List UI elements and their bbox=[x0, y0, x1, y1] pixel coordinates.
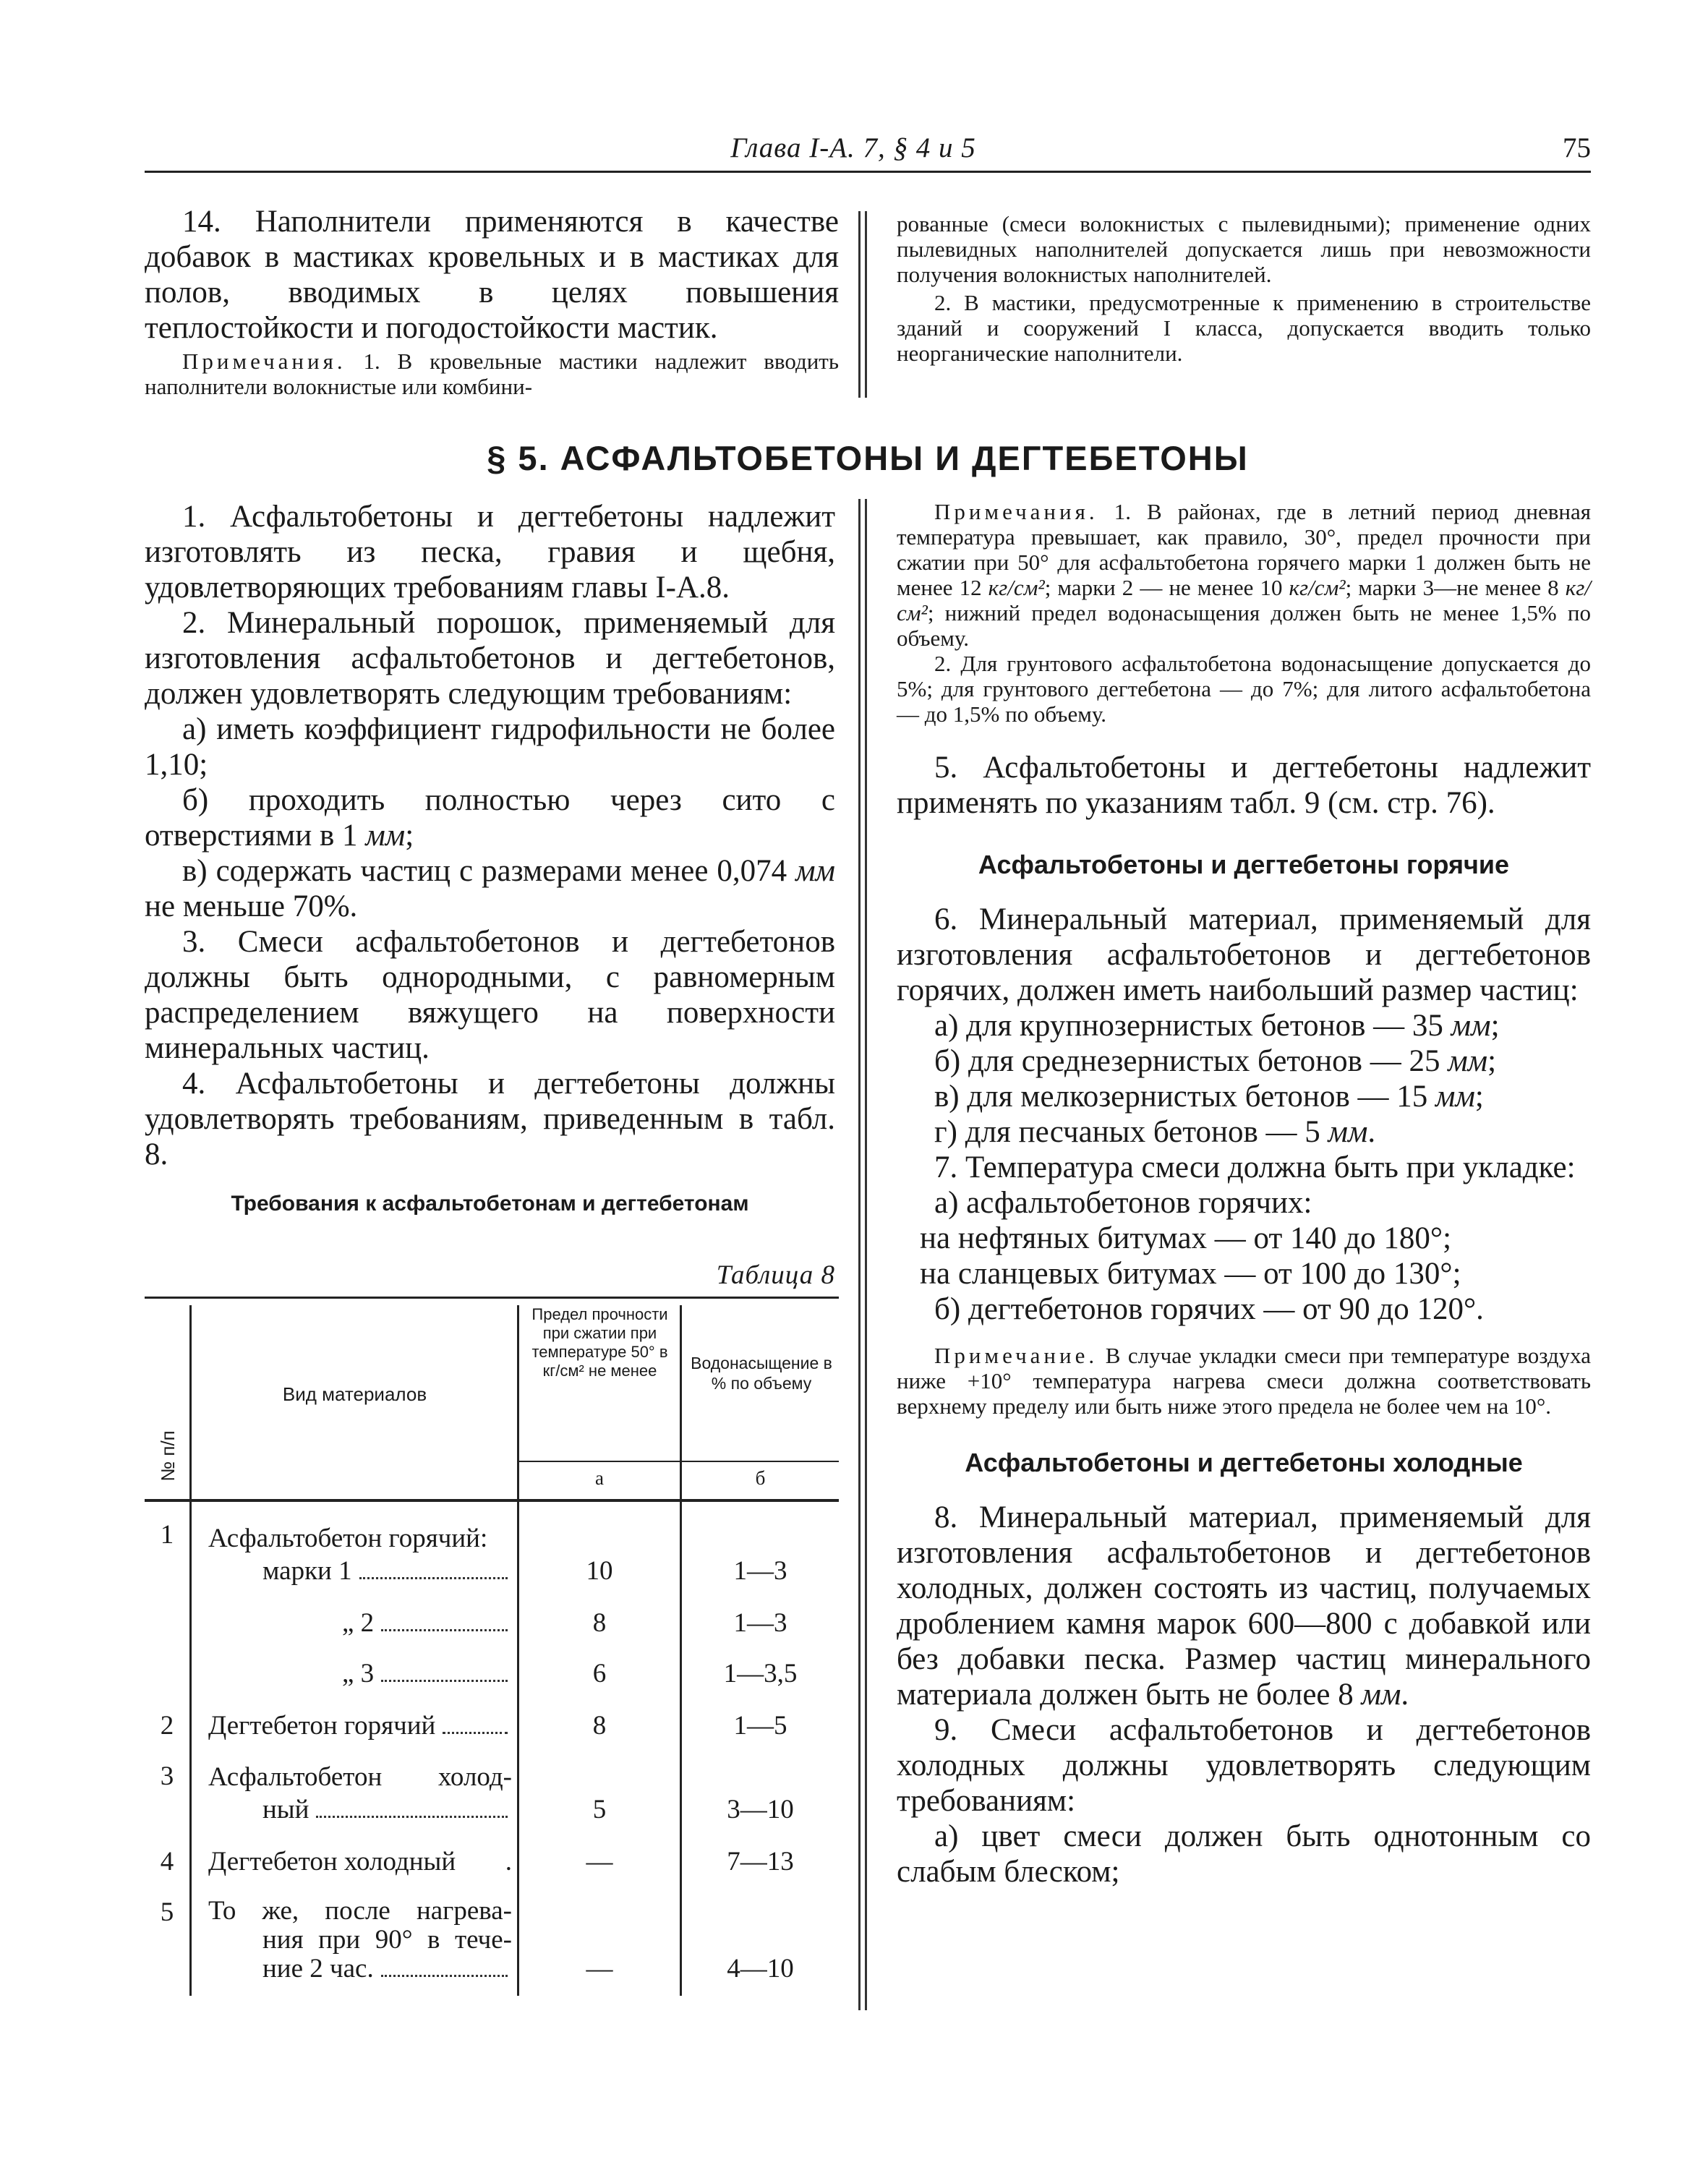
paragraph-6b: б) для среднезернистых бетонов — 25 мм; bbox=[934, 1044, 1497, 1078]
paragraph-6: 6. Минеральный материал, применяемый для изготовления асфальтобетонов и дегтебетонов горячих, должен иметь наибольший размер частиц: bbox=[897, 902, 1591, 1007]
row-strength: — bbox=[586, 1954, 613, 1983]
row-strength: — bbox=[586, 1847, 613, 1876]
paragraph-7a1: на нефтяных битумах — от 140 до 180°; bbox=[920, 1221, 1452, 1255]
paragraph-6c: в) для мелкозернистых бетонов — 15 мм; bbox=[934, 1080, 1484, 1114]
row-water: 1—3,5 bbox=[723, 1659, 798, 1688]
header-rule bbox=[145, 171, 1591, 173]
paragraph-8: 8. Минеральный материал, применяемый для изготовления асфальтобетонов и дегтебетонов холодных, должен состоять из частиц, получаемых дроблением камня марок 600—800 с добавкой или без добавки песка. Размер частиц минерального материала должен быть не более 8 мм. bbox=[897, 1500, 1591, 1712]
subheading-hot: Асфальтобетоны и дегтебетоны горячие bbox=[978, 850, 1510, 879]
subheading-cold: Асфальтобетоны и дегтебетоны холодные bbox=[965, 1448, 1523, 1477]
column-divider-main-2 bbox=[865, 499, 867, 2010]
running-header: Глава I-А. 7, § 4 и 5 bbox=[730, 132, 976, 163]
note-text: 1. В кровельные мастики надлежит вводить наполнители волокнистые или комбини- bbox=[145, 349, 839, 399]
paragraph-7b: б) дегтебетонов горячих — от 90 до 120°. bbox=[934, 1292, 1484, 1326]
top-right-column bbox=[897, 211, 1591, 366]
row-water: 1—5 bbox=[733, 1711, 787, 1741]
paragraph-9a: а) цвет смеси должен быть однотонным со слабым блеском; bbox=[897, 1819, 1591, 1889]
row-water: 1—3 bbox=[733, 1608, 787, 1638]
subcol-b: б bbox=[755, 1467, 766, 1489]
note-label: Примечания. bbox=[182, 349, 346, 374]
row-water: 7—13 bbox=[727, 1847, 794, 1876]
row-strength: 8 bbox=[592, 1711, 607, 1741]
section-title: § 5. АСФАЛЬТОБЕТОНЫ И ДЕГТЕБЕТОНЫ bbox=[487, 439, 1249, 477]
top-left-column bbox=[145, 204, 839, 399]
col-water-header: Водонасыщение в % по объему bbox=[691, 1354, 832, 1393]
page-number: 75 bbox=[1563, 132, 1591, 163]
row-material: Асфальтобетон холод- ный bbox=[208, 1762, 512, 1824]
paragraph-3: 3. Смеси асфальтобетонов и дегтебетонов должны быть однородными, с равномерным распределением вяжущего на поверхности минеральных частиц. bbox=[145, 925, 835, 1065]
row-material: Дегтебетон горячий bbox=[208, 1710, 512, 1741]
paragraph-4: 4. Асфальтобетоны и дегтебетоны должны удовлетворять требованиям, приведенным в табл. 8. bbox=[145, 1067, 835, 1171]
row-strength: 6 bbox=[592, 1659, 607, 1688]
paragraph-7: 7. Температура смеси должна быть при укладке: bbox=[934, 1150, 1576, 1184]
row-water: 4—10 bbox=[727, 1954, 794, 1983]
col-strength-header: Предел прочности при сжатии при температуре 50° в кг/см² не менее bbox=[531, 1305, 668, 1380]
note1-continued: рованные (смеси волокнистых с пылевидными); применение одних пылевидных наполнителей допускается лишь при невозможности получения волокнистых наполнителей. bbox=[897, 211, 1591, 287]
row-material: „ 3 bbox=[208, 1658, 512, 1689]
row-strength: 10 bbox=[586, 1556, 613, 1586]
row-num: 4 bbox=[160, 1847, 174, 1876]
row-water: 3—10 bbox=[727, 1795, 794, 1824]
paragraph-2: 2. Минеральный порошок, применяемый для изготовления асфальтобетонов и дегтебетонов, должен удовлетворять следующим требованиям: bbox=[145, 606, 835, 711]
row-strength: 8 bbox=[592, 1608, 607, 1638]
row-num: 5 bbox=[160, 1897, 174, 1927]
paragraph-2b: б) проходить полностью через сито с отверстиями в 1 мм; bbox=[145, 783, 835, 853]
paragraph-2a: а) иметь коэффициент гидрофильности не более 1,10; bbox=[145, 712, 835, 782]
left-column bbox=[145, 499, 835, 1172]
table-caption: Требования к асфальтобетонам и дегтебетонам bbox=[231, 1192, 749, 1216]
column-divider-main bbox=[858, 499, 861, 2010]
paragraph-7a2: на сланцевых битумах — от 100 до 130°; bbox=[920, 1257, 1461, 1291]
paragraph-9: 9. Смеси асфальтобетонов и дегтебетонов холодных должны удовлетворять следующим требованиям: bbox=[897, 1713, 1591, 1818]
row-material: То же, после нагрева- ния при 90° в тече- ние 2 час. bbox=[208, 1896, 512, 1983]
right-column bbox=[897, 499, 1591, 1889]
col-num-header: № п/п bbox=[156, 1430, 179, 1482]
table-label: Таблица 8 bbox=[716, 1260, 835, 1290]
paragraph-7a: а) асфальтобетонов горячих: bbox=[934, 1186, 1312, 1220]
paragraph-5: 5. Асфальтобетоны и дегтебетоны надлежит применять по указаниям табл. 9 (см. стр. 76). bbox=[897, 751, 1591, 820]
paragraph-6d: г) для песчаных бетонов — 5 мм. bbox=[934, 1115, 1376, 1149]
paragraph-14: 14. Наполнители применяются в качестве добавок в мастиках кровельных и в мастиках для полов, вводимых в целях повышения теплостойкости и погодостойкости мастик. bbox=[145, 205, 839, 345]
row-water: 1—3 bbox=[733, 1556, 787, 1586]
note-block bbox=[145, 349, 839, 399]
requirements-table bbox=[145, 1297, 839, 1998]
row-material: „ 2 bbox=[208, 1607, 512, 1639]
paragraph-2c: в) содержать частиц с размерами менее 0,074 мм не меньше 70%. bbox=[145, 854, 835, 923]
row-material: Дегтебетон холодный . bbox=[208, 1847, 512, 1876]
row-num: 1 bbox=[160, 1520, 174, 1550]
subcol-a: а bbox=[595, 1467, 604, 1489]
row-material: Асфальтобетон горячий: марки 1 bbox=[208, 1522, 512, 1587]
row-num: 2 bbox=[160, 1711, 174, 1741]
col-material-header: Вид материалов bbox=[282, 1383, 427, 1405]
column-divider-top bbox=[858, 211, 861, 398]
row-strength: 5 bbox=[592, 1795, 607, 1824]
note-2: 2. В мастики, предусмотренные к применению в строительстве зданий и сооружений I класса, допускается вводить только неорганические наполнители. bbox=[897, 290, 1591, 366]
column-divider-top-2 bbox=[865, 211, 867, 398]
notes-1: Примечания. 1. В районах, где в летний период дневная температура превышает, как правило, 30°, предел прочности при сжатии при 50° для асфальтобетона горячего марки 1 должен быть не менее 12 кг/см²; марки 2 — не менее 10 кг/см²; марки 3—не менее 8 кг/см²; нижний предел водонасыщения должен быть не менее 1,5% по объему. bbox=[897, 499, 1592, 651]
paragraph-6a: а) для крупнозернистых бетонов — 35 мм; bbox=[934, 1009, 1500, 1043]
row-num: 3 bbox=[160, 1761, 174, 1791]
notes-2: 2. Для грунтового асфальтобетона водонасыщение допускается до 5%; для грунтового дегтебетона — до 7%; для литого асфальтобетона — до 1,5% по объему. bbox=[897, 651, 1591, 727]
paragraph-1: 1. Асфальтобетоны и дегтебетоны надлежит изготовлять из песка, гравия и щебня, удовлетворяющих требованиям главы I-А.8. bbox=[145, 500, 835, 605]
note-3: Примечание. В случае укладки смеси при температуре воздуха ниже +10° температура нагрева смеси должна соответствовать верхнему пределу или быть ниже этого предела не более чем на 10°. bbox=[897, 1343, 1592, 1419]
